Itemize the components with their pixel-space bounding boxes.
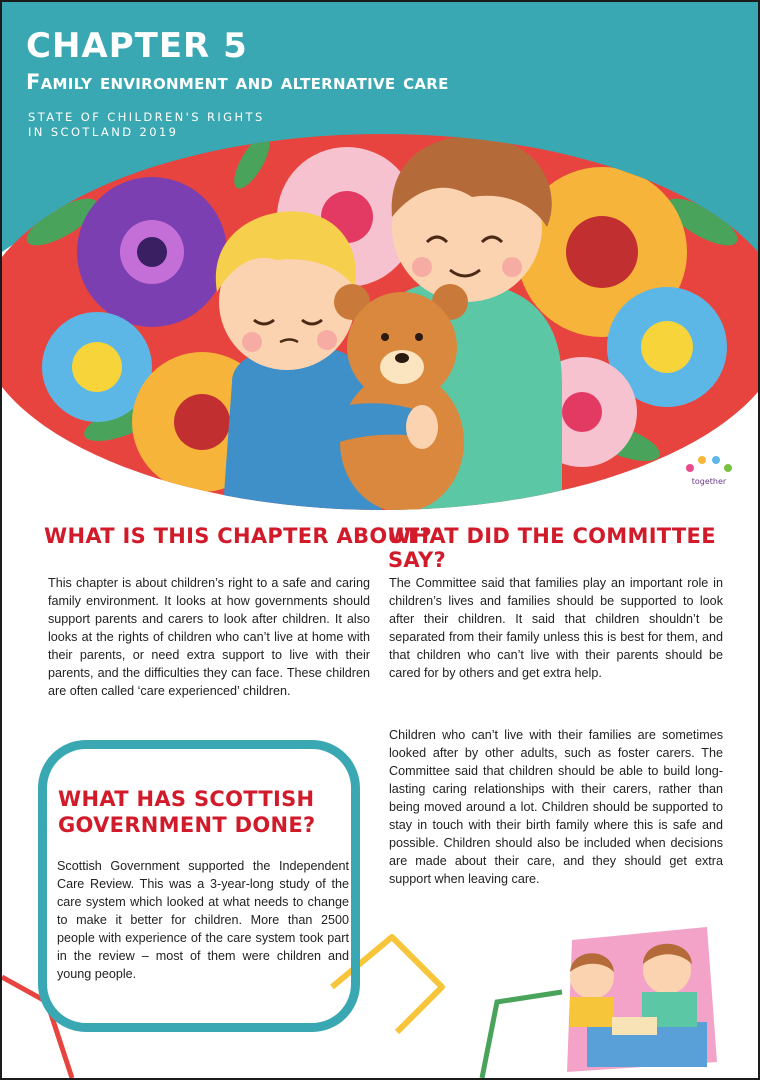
mini-illustration bbox=[567, 927, 717, 1072]
government-text: Scottish Government supported the Independent Care Review. This was a 3-year-long study of the care system which looked at what needs to change to make it better for children. More than 2500 people with experience of the care system took part in the review – most of them were children and young people. bbox=[57, 859, 349, 981]
teddy-bear-illustration bbox=[334, 284, 468, 512]
chapter-subtitle: Family environment and alternative care bbox=[26, 70, 449, 94]
report-title-line1: STATE OF CHILDREN'S RIGHTS bbox=[28, 110, 265, 124]
chapter-title: CHAPTER 5 bbox=[26, 26, 248, 66]
green-line-decoration bbox=[482, 992, 562, 1078]
about-text: This chapter is about children’s right to a safe and caring family environment. It looks at how governments should support parents and carers to look after children. It also looks at the rights of children who can’t live at home with their parents, or need extra support to live with their parents, and the difficulties they can face. These children are often called ‘care experienced’ children. bbox=[48, 576, 370, 698]
family-illustration bbox=[2, 122, 758, 522]
committee-text-1: The Committee said that families play an important role in children’s lives and families should be supported to look after their children. It said that children shouldn’t be separated from their family unless this is best for them, and that children who can’t live with their parents should be cared for by others and get extra help. bbox=[389, 576, 723, 680]
report-title bbox=[28, 110, 265, 140]
report-title-line2: IN SCOTLAND 2019 bbox=[28, 125, 179, 139]
together-logo bbox=[686, 456, 732, 486]
committee-text-2: Children who can’t live with their families are sometimes looked after by other adults, such as foster carers. The Committee said that children should be able to build long-lasting caring relationships with their carers, rather than being moved around a lot. Children should be supported to stay in touch with their birth family where this is safe and possible. Children should also be included when decisions are made about their care, and they should get extra support when leaving care. bbox=[389, 728, 723, 886]
government-heading: WHAT HAS SCOTTISH GOVERNMENT DONE? bbox=[58, 787, 316, 837]
purple-flower bbox=[77, 177, 227, 327]
committee-heading: WHAT DID THE COMMITTEE SAY? bbox=[388, 524, 716, 572]
logo-text: together bbox=[691, 477, 727, 486]
about-heading: WHAT IS THIS CHAPTER ABOUT? bbox=[44, 524, 432, 548]
